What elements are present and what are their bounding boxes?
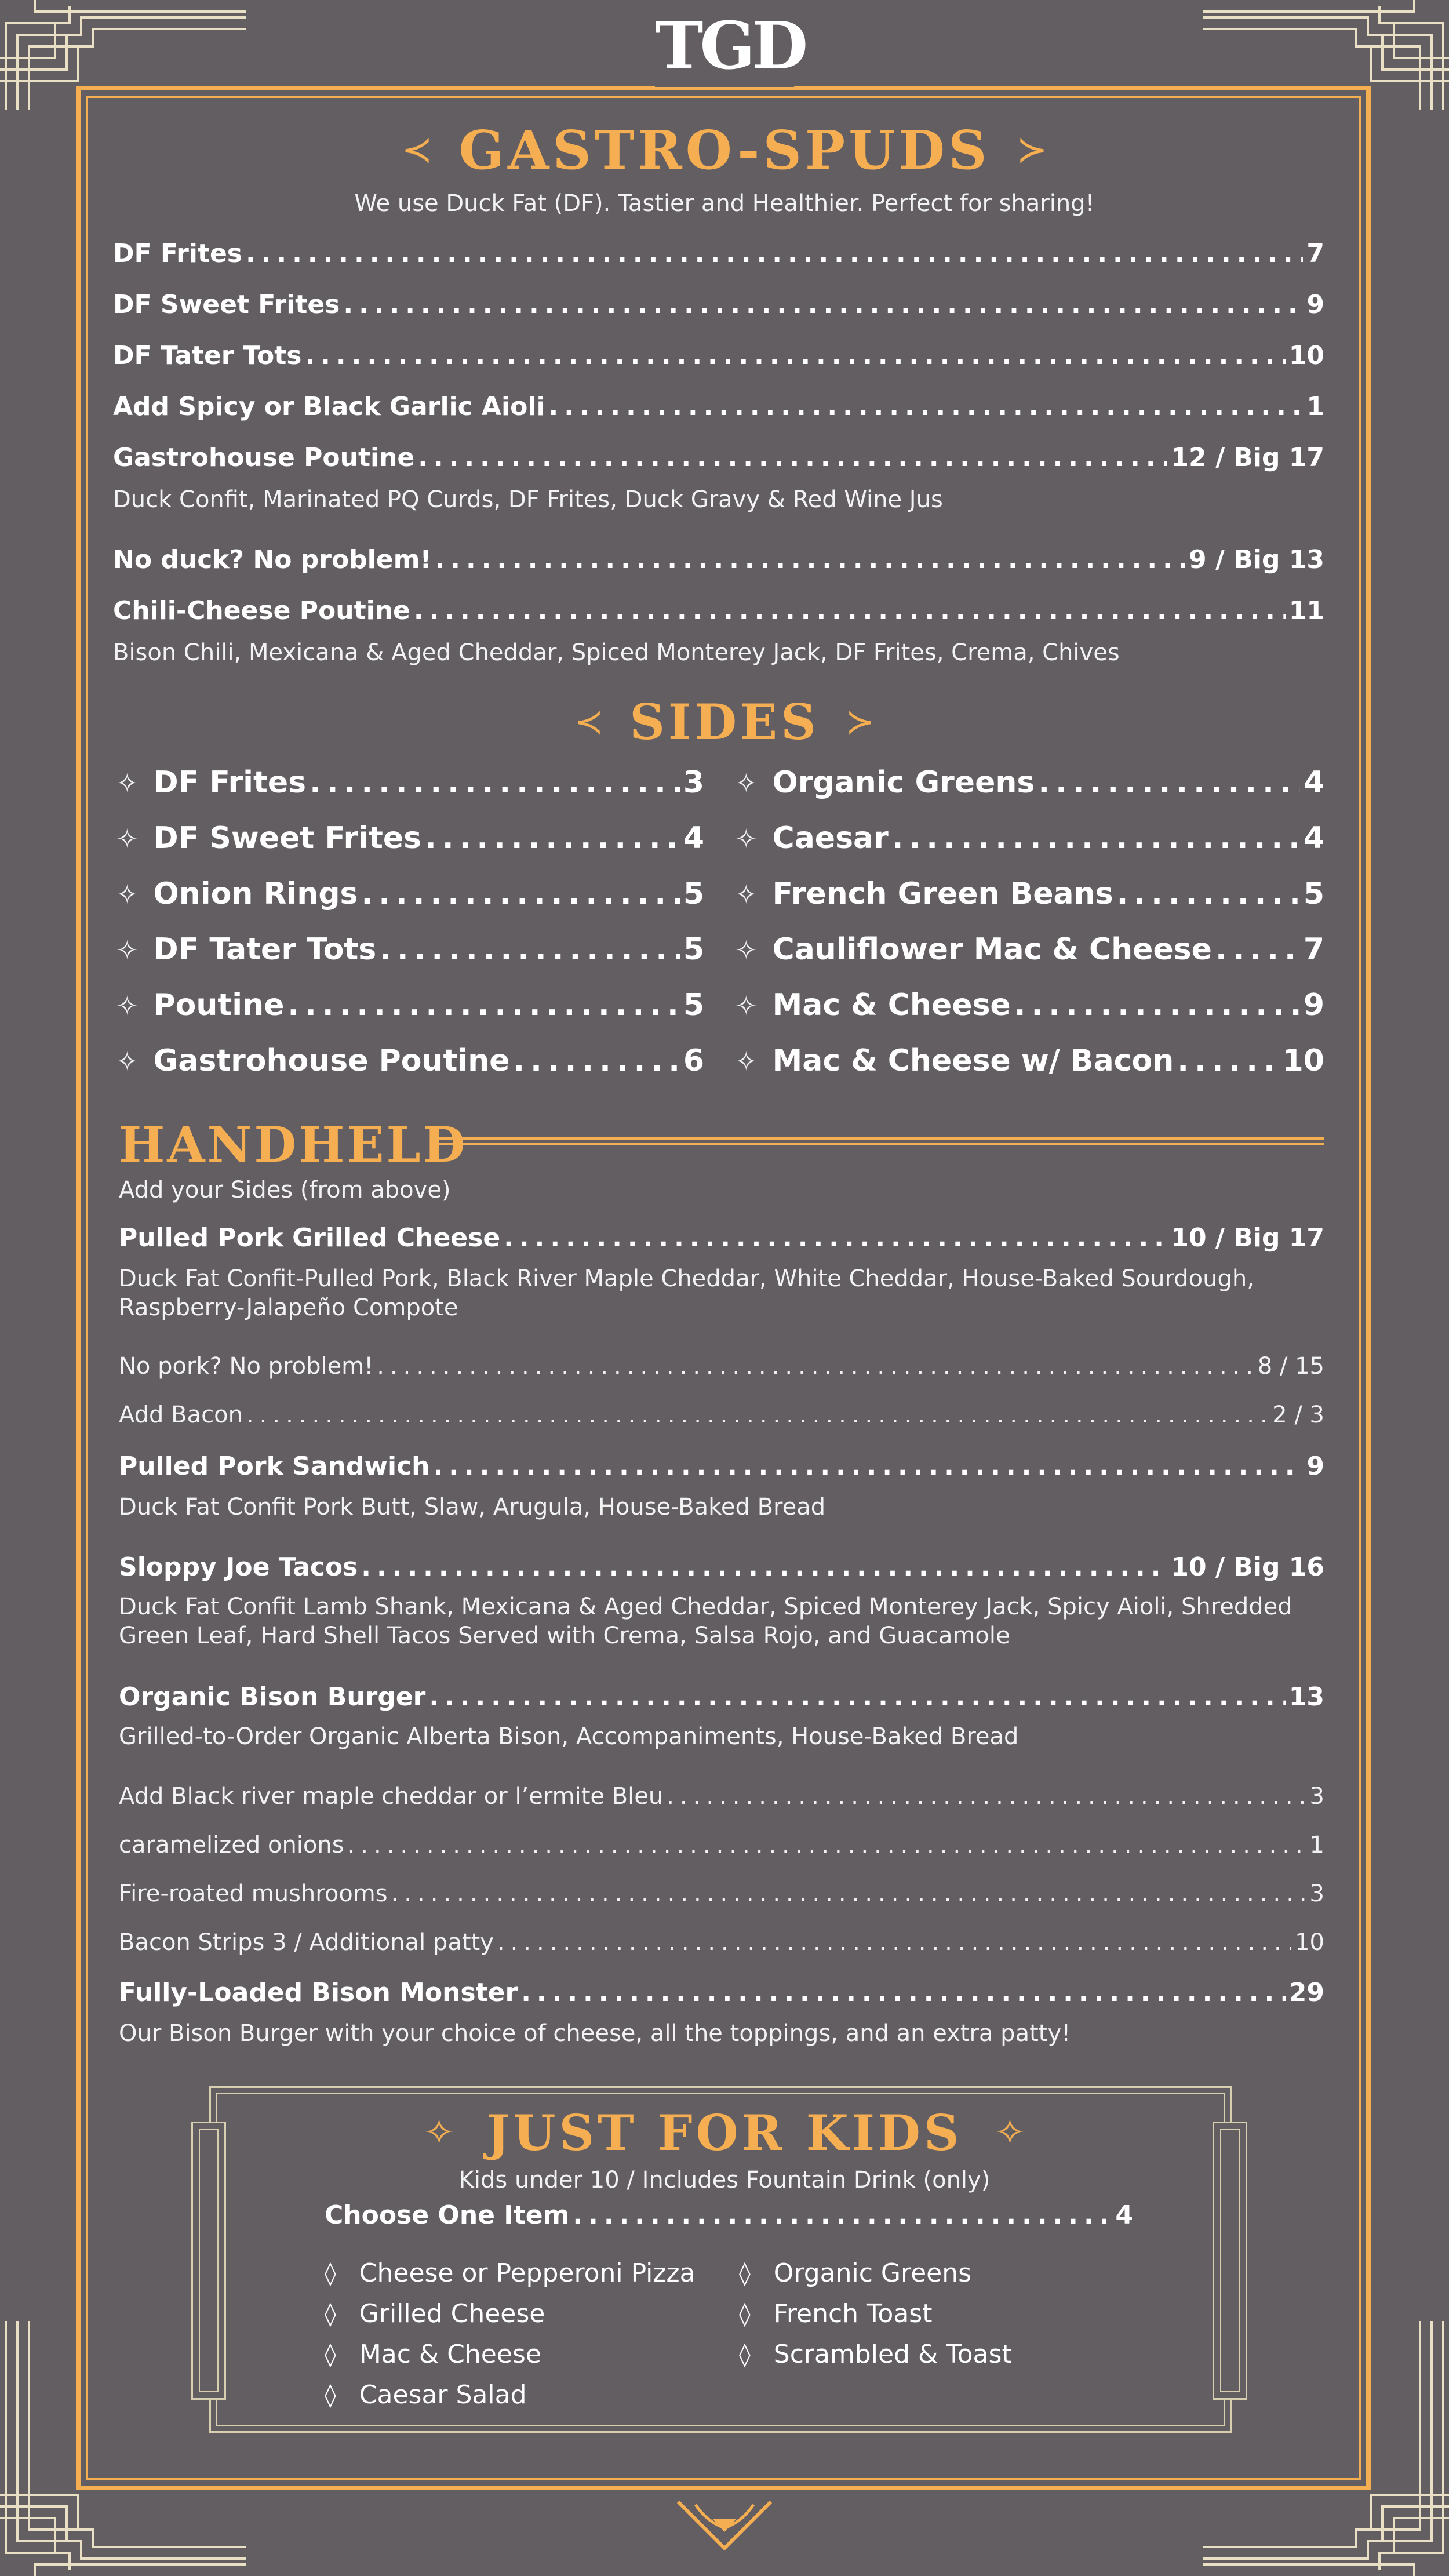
item-description: Green Leaf, Hard Shell Tacos Served with Crema, Salsa Rojo, and Guacamole: [119, 1622, 1010, 1649]
diamond-icon: ◊: [739, 2260, 751, 2287]
menu-item: caramelized onions ..... 1: [119, 1832, 1324, 1858]
menu-item: Add Bacon ..... 2 / 3: [119, 1402, 1324, 1428]
sparkle-icon: ✧: [735, 767, 758, 799]
menu-item: Gastrohouse Poutine ..... 12 / Big 17: [113, 443, 1324, 472]
sparkle-icon: ✧: [116, 879, 139, 910]
sparkle-icon: ✧: [735, 990, 758, 1021]
kids-pillar-left: [191, 2122, 226, 2400]
sparkle-icon: ✧: [423, 2111, 455, 2155]
right-arrow-ornament-icon: ≻: [1016, 129, 1048, 172]
sparkle-icon: ✧: [116, 934, 139, 966]
item-description: Duck Fat Confit Lamb Shank, Mexicana & Aged Cheddar, Spiced Monterey Jack, Spicy Aioli, Shredded: [119, 1593, 1293, 1620]
sparkle-icon: ✧: [735, 1046, 758, 1077]
menu-item: DF Tater Tots ..... 10: [113, 341, 1324, 370]
kids-subtitle: Kids under 10 / Includes Fountain Drink (only): [458, 2167, 991, 2193]
side-item: ✧ DF Frites ..... 3: [116, 765, 704, 800]
sides-header: [0, 693, 1449, 751]
menu-item: DF Frites ..... 7: [113, 239, 1324, 268]
side-item: ✧ DF Sweet Frites ..... 4: [116, 821, 704, 856]
gastro-subtitle: We use Duck Fat (DF). Tastier and Healthier. Perfect for sharing!: [354, 190, 1095, 217]
kids-option: ◊ Grilled Cheese: [325, 2299, 545, 2328]
gastro-title: GASTRO-SPUDS: [458, 119, 991, 181]
gastro-header: [0, 119, 1449, 181]
side-item: ✧ French Green Beans ..... 5: [735, 876, 1324, 911]
sparkle-icon: ✧: [116, 823, 139, 854]
kids-header: [0, 2104, 1449, 2162]
logo: TGD: [655, 6, 794, 87]
kids-option: ◊ Scrambled & Toast: [739, 2339, 1012, 2369]
sparkle-icon: ✧: [735, 823, 758, 854]
kids-option: ◊ Cheese or Pepperoni Pizza: [325, 2258, 696, 2288]
sparkle-icon: ✧: [116, 1046, 139, 1077]
menu-item: Organic Bison Burger ..... 13: [119, 1682, 1324, 1712]
menu-item: Fully-Loaded Bison Monster ..... 29: [119, 1978, 1324, 2007]
menu-item: Pulled Pork Sandwich ..... 9: [119, 1451, 1324, 1481]
item-description: Grilled-to-Order Organic Alberta Bison, Accompaniments, House-Baked Bread: [119, 1723, 1019, 1750]
menu-item: Add Black river maple cheddar or l’ermite Bleu ..... 3: [119, 1783, 1324, 1810]
side-item: ✧ Gastrohouse Poutine ..... 6: [116, 1043, 704, 1078]
side-item: ✧ Poutine ..... 5: [116, 988, 704, 1023]
sparkle-icon: ✧: [735, 934, 758, 966]
menu-item: No pork? No problem! ..... 8 / 15: [119, 1353, 1324, 1380]
menu-item: No duck? No problem! ..... 9 / Big 13: [113, 545, 1324, 574]
kids-option: ◊ Organic Greens: [739, 2258, 972, 2288]
kids-option: ◊ French Toast: [739, 2299, 933, 2328]
side-item: ✧ DF Tater Tots ..... 5: [116, 932, 704, 967]
kids-pillar-right: [1213, 2122, 1247, 2400]
diamond-icon: ◊: [325, 2381, 336, 2408]
menu-item: Bacon Strips 3 / Additional patty ..... 10: [119, 1929, 1324, 1956]
side-item: ✧ Organic Greens ..... 4: [735, 765, 1324, 800]
side-item: ✧ Cauliflower Mac & Cheese ..... 7: [735, 932, 1324, 967]
right-arrow-ornament-icon: ≻: [845, 701, 875, 743]
menu-item: Sloppy Joe Tacos ..... 10 / Big 16: [119, 1552, 1324, 1582]
sparkle-icon: ✧: [735, 879, 758, 910]
menu-item: Chili-Cheese Poutine ..... 11: [113, 596, 1324, 625]
handheld-title: HANDHELD: [119, 1116, 468, 1173]
left-arrow-ornament-icon: ≺: [574, 701, 604, 743]
kids-option: ◊ Mac & Cheese: [325, 2339, 541, 2369]
bottom-flourish-icon: [672, 2496, 777, 2554]
sparkle-icon: ✧: [116, 990, 139, 1021]
diamond-icon: ◊: [739, 2341, 751, 2368]
menu-item: Add Spicy or Black Garlic Aioli ..... 1: [113, 392, 1324, 421]
kids-choose-item: Choose One Item ..... 4: [325, 2200, 1133, 2230]
handheld-divider: [432, 1137, 1324, 1145]
sparkle-icon: ✧: [994, 2111, 1026, 2155]
menu-item: Fire-roated mushrooms ..... 3: [119, 1880, 1324, 1907]
sparkle-icon: ✧: [116, 767, 139, 799]
item-description: Our Bison Burger with your choice of cheese, all the toppings, and an extra patty!: [119, 2020, 1071, 2047]
side-item: ✧ Mac & Cheese w/ Bacon ..... 10: [735, 1043, 1324, 1078]
kids-option: ◊ Caesar Salad: [325, 2380, 527, 2410]
kids-title: JUST FOR KIDS: [486, 2104, 963, 2162]
side-item: ✧ Caesar ..... 4: [735, 821, 1324, 856]
diamond-icon: ◊: [325, 2341, 336, 2368]
side-item: ✧ Mac & Cheese ..... 9: [735, 988, 1324, 1023]
item-description: Duck Fat Confit-Pulled Pork, Black River Maple Cheddar, White Cheddar, House-Baked Sourdough,: [119, 1265, 1254, 1292]
left-arrow-ornament-icon: ≺: [401, 129, 433, 172]
item-description: Bison Chili, Mexicana & Aged Cheddar, Spiced Monterey Jack, DF Frites, Crema, Chives: [113, 639, 1120, 666]
menu-item: Pulled Pork Grilled Cheese ..... 10 / Big 17: [119, 1223, 1324, 1253]
item-description: Raspberry-Jalapeño Compote: [119, 1294, 458, 1321]
handheld-subtitle: Add your Sides (from above): [119, 1177, 451, 1203]
side-item: ✧ Onion Rings ..... 5: [116, 876, 704, 911]
diamond-icon: ◊: [325, 2260, 336, 2287]
diamond-icon: ◊: [325, 2300, 336, 2327]
item-description: Duck Fat Confit Pork Butt, Slaw, Arugula, House-Baked Bread: [119, 1494, 826, 1520]
menu-item: DF Sweet Frites ..... 9: [113, 290, 1324, 319]
item-description: Duck Confit, Marinated PQ Curds, DF Frites, Duck Gravy & Red Wine Jus: [113, 486, 943, 513]
sides-title: SIDES: [629, 693, 820, 751]
diamond-icon: ◊: [739, 2300, 751, 2327]
